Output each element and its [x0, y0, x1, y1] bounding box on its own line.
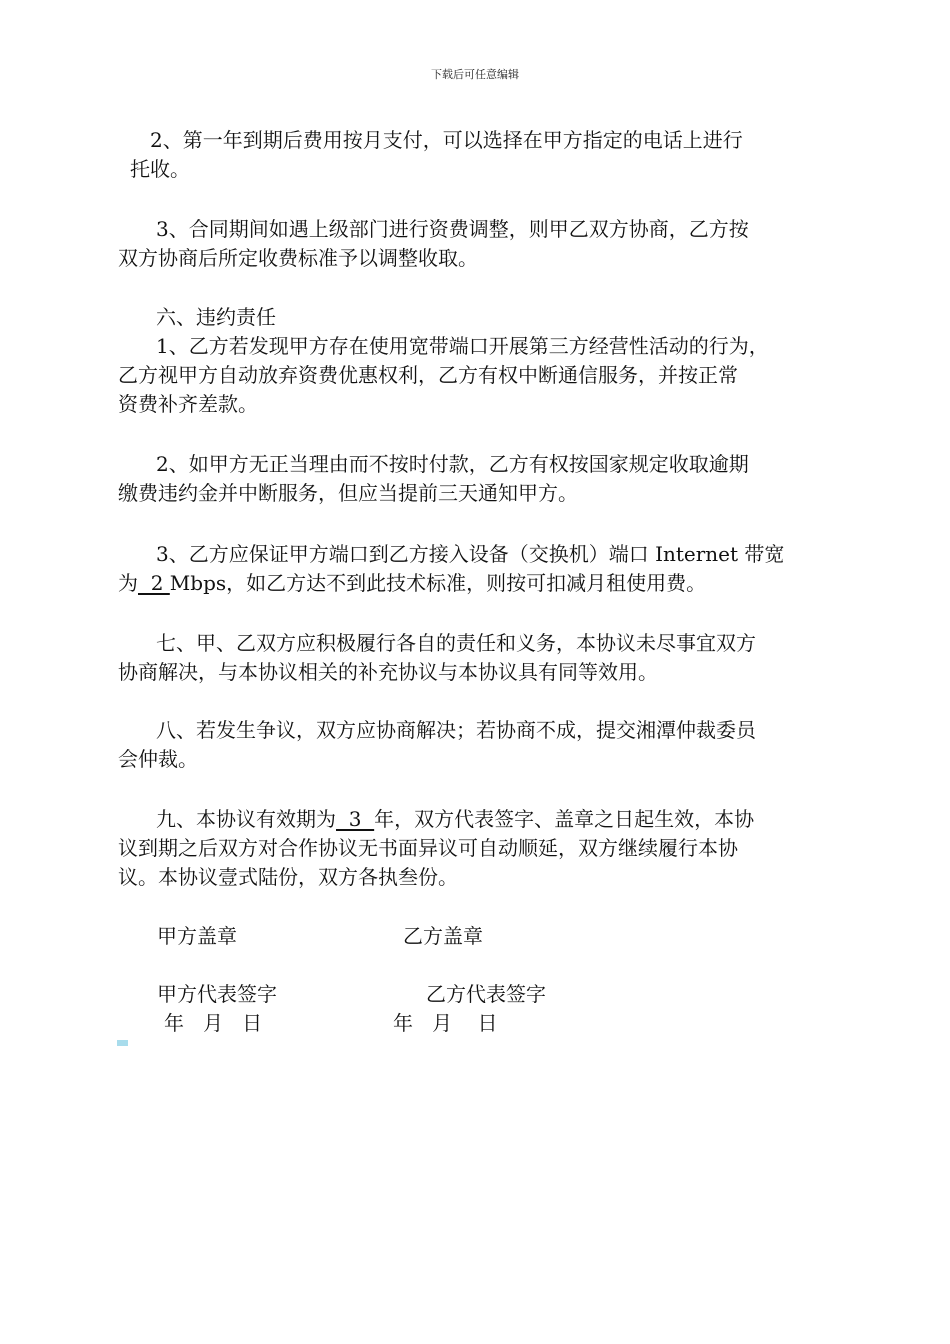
- section-6-title: 六、违约责任: [156, 305, 276, 329]
- section-8-line-2: 会仲裁。: [118, 747, 198, 771]
- liability-clause-1-line-1: 1、乙方若发现甲方存在使用宽带端口开展第三方经营性活动的行为，: [156, 334, 769, 358]
- liability-clause-1: [118, 332, 848, 419]
- section-7-line-2: 协商解决，与本协议相关的补充协议与本协议具有同等效用。: [118, 660, 658, 684]
- party-b-rep-label: 乙方代表签字: [426, 982, 546, 1006]
- section-6-heading: [118, 303, 848, 332]
- liability-clause-2-line-1: 2、如甲方无正当理由而不按时付款，乙方有权按国家规定收取逾期: [156, 452, 749, 476]
- bandwidth-value: 2: [138, 571, 170, 595]
- liability-clause-1-line-3: 资费补齐差款。: [118, 392, 258, 416]
- party-a-rep-label: 甲方代表签字: [157, 982, 277, 1006]
- term-years-value: 3: [336, 807, 375, 831]
- liability-clause-1-line-2: 乙方视甲方自动放弃资费优惠权利，乙方有权中断通信服务，并按正常: [118, 363, 738, 387]
- clause-payment: [118, 126, 848, 184]
- section-9: [118, 805, 848, 892]
- party-a-seal-label: 甲方盖章: [157, 924, 237, 948]
- party-b-date-label: 年 月 日: [393, 1011, 498, 1035]
- section-9-line-3: 议。本协议壹式陆份，双方各执叁份。: [118, 865, 458, 889]
- liability-clause-3-line-1: 3、乙方应保证甲方端口到乙方接入设备（交换机）端口 Internet 带宽: [156, 542, 785, 566]
- section-7: [118, 629, 848, 687]
- liability-clause-3: [118, 540, 848, 598]
- bandwidth-suffix: Mbps，如乙方达不到此技术标准，则按可扣减月租使用费。: [169, 571, 707, 595]
- section-9-line-2: 议到期之后双方对合作协议无书面异议可自动顺延，双方继续履行本协: [118, 836, 738, 860]
- bandwidth-prefix: 为: [118, 571, 138, 595]
- term-prefix: 九、本协议有效期为: [156, 807, 336, 831]
- liability-clause-3-line-2: [118, 569, 848, 598]
- page-header: 下载后可任意编辑: [431, 68, 519, 81]
- section-9-line-1: [118, 805, 848, 834]
- section-8-line-1: 八、若发生争议，双方应协商解决；若协商不成，提交湘潭仲裁委员: [156, 718, 756, 742]
- liability-clause-2-line-2: 缴费违约金并中断服务，但应当提前三天通知甲方。: [118, 481, 578, 505]
- liability-clause-2: [118, 450, 848, 508]
- clause-fee-adjustment-line-1: 3、合同期间如遇上级部门进行资费调整，则甲乙双方协商，乙方按: [156, 217, 749, 241]
- section-8: [118, 716, 848, 774]
- party-a-date-label: 年 月 日: [164, 1011, 263, 1035]
- clause-fee-adjustment-line-2: 双方协商后所定收费标准予以调整收取。: [118, 246, 478, 270]
- term-suffix: 年，双方代表签字、盖章之日起生效，本协: [374, 807, 755, 831]
- clause-payment-line-2: 托收。: [130, 157, 190, 181]
- section-7-line-1: 七、甲、乙双方应积极履行各自的责任和义务，本协议未尽事宜双方: [156, 631, 756, 655]
- clause-fee-adjustment: [118, 215, 848, 273]
- text-cursor-marker: [117, 1040, 128, 1046]
- clause-payment-line-1: 2、第一年到期后费用按月支付，可以选择在甲方指定的电话上进行: [150, 128, 743, 152]
- party-b-seal-label: 乙方盖章: [403, 924, 483, 948]
